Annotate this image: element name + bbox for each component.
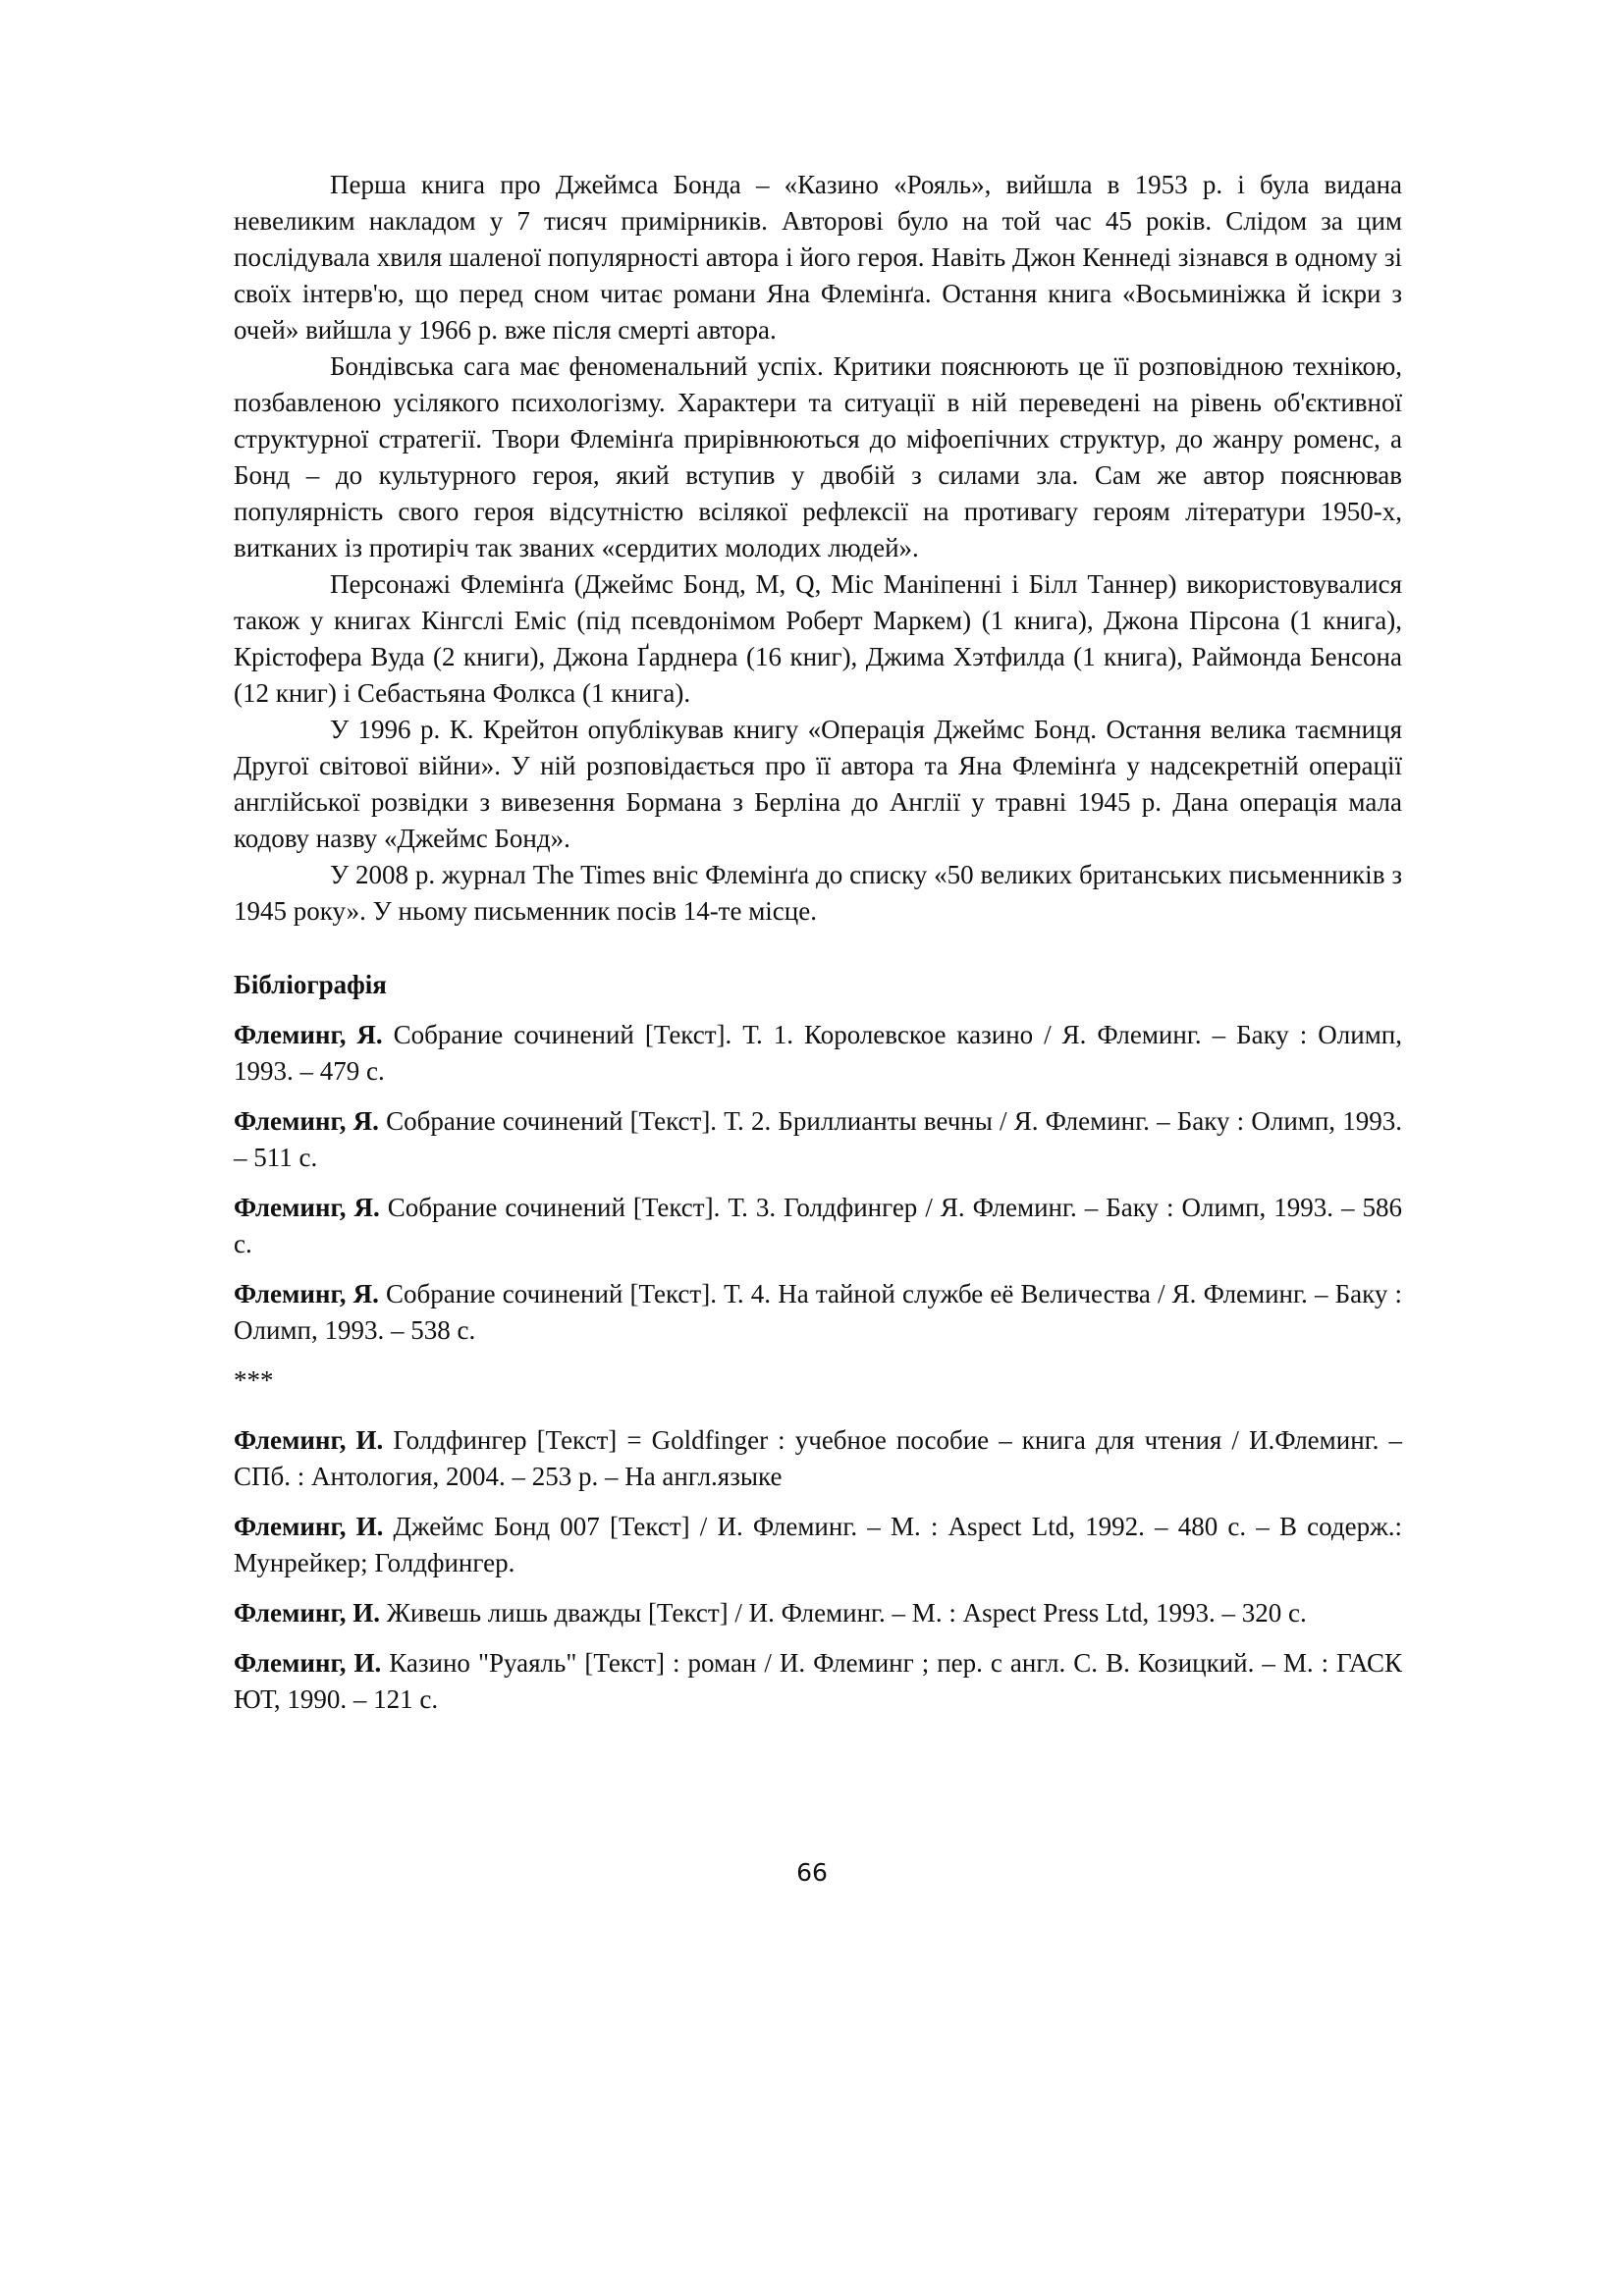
bibliography-entry xyxy=(234,1595,1402,1631)
entry-author: Флеминг, Я. xyxy=(234,1193,380,1222)
paragraph-characters: Персонажі Флемінґа (Джеймс Бонд, M, Q, Міс Маніпенні і Білл Таннер) використовувалися також у книгах Кінгслі Еміс (під псевдонімом Роберт Маркем) (1 книга), Джона Пірсона (1 книга), Крістофера Вуда (2 книги), Джона Ґарднера (16 книг), Джима Хэтфилда (1 книга), Раймонда Бенсона (12 книг) і Себастьяна Фолкса (1 книга). xyxy=(234,569,1402,708)
bibliography-entry xyxy=(234,1422,1402,1495)
paragraph-times-list: У 2008 р. журнал The Times вніс Флемінґа до списку «50 великих британських письменників з 1945 року». У ньому письменник посів 14-те місце. xyxy=(234,860,1402,926)
entry-author: Флеминг, И. xyxy=(234,1648,382,1678)
bibliography-entry xyxy=(234,1276,1402,1349)
bibliography-entry xyxy=(234,1103,1402,1176)
bibliography-entry xyxy=(234,1190,1402,1262)
paragraph-bond-saga: Бондівська сага має феноменальний успіх. Критики пояснюють це її розповідною технікою, позбавленою усілякого психологізму. Характери та ситуації в ній переведені на рівень об'єктивної структурної стратегії. Твори Флемінґа прирівнюються до міфоепічних структур, до жанру роменс, а Бонд – до культурного героя, який вступив у двобій з силами зла. Сам же автор пояснював популярність свого героя відсутністю всілякої рефлексії на противагу героям літератури 1950-х, витканих із протиріч так званих «сердитих молодих людей». xyxy=(234,351,1402,562)
entry-text: Собрание сочинений [Текст]. Т. 1. Королевское казино / Я. Флеминг. – Баку : Олимп, 1993. – 479 с. xyxy=(234,1020,1402,1086)
entry-text: Джеймс Бонд 007 [Текст] / И. Флеминг. – М. : Aspect Ltd, 1992. – 480 с. – В содерж.: Мунрейкер; Голдфингер. xyxy=(234,1512,1402,1577)
entry-text: Голдфингер [Текст] = Goldfinger : учебное пособие – книга для чтения / И.Флеминг. – СПб. : Антология, 2004. – 253 p. – На англ.языке xyxy=(234,1425,1402,1491)
entry-author: Флеминг, Я. xyxy=(234,1106,379,1136)
paragraph-first-book: Перша книга про Джеймса Бонда – «Казино «Рояль», вийшла в 1953 р. і була видана невеликим накладом у 7 тисяч примірників. Авторові було на той час 45 років. Слідом за цим послідувала хвиля шаленої популярності автора і його героя. Навіть Джон Кеннеді зізнався в одному зі своїх інтерв'ю, що перед сном читає романи Яна Флемінґа. Остання книга «Восьминіжка й іскри з очей» вийшла у 1966 р. вже після смерті автора. xyxy=(234,170,1402,345)
entry-author: Флеминг, И. xyxy=(234,1512,384,1541)
entry-text: Собрание сочинений [Текст]. Т. 3. Голдфингер / Я. Флеминг. – Баку : Олимп, 1993. – 586 с. xyxy=(234,1193,1402,1258)
entry-author: Флеминг, Я. xyxy=(234,1279,379,1308)
entry-author: Флеминг, И. xyxy=(234,1598,380,1628)
bibliography-entry xyxy=(234,1509,1402,1581)
entry-text: Собрание сочинений [Текст]. Т. 2. Бриллианты вечны / Я. Флеминг. – Баку : Олимп, 1993. – 511 с. xyxy=(234,1106,1402,1172)
page-number: 66 xyxy=(796,1858,828,1887)
entry-text: Собрание сочинений [Текст]. Т. 4. На тайной службе её Величества / Я. Флеминг. – Баку : Олимп, 1993. – 538 с. xyxy=(234,1279,1402,1345)
bibliography-heading: Бібліографія xyxy=(234,970,387,999)
entry-author: Флеминг, Я. xyxy=(234,1020,383,1049)
bibliography-entry xyxy=(234,1645,1402,1718)
page-body xyxy=(234,167,1402,1732)
entry-text: Живешь лишь дважды [Текст] / И. Флеминг. – М. : Aspect Press Ltd, 1993. – 320 с. xyxy=(379,1598,1307,1628)
entry-author: Флеминг, И. xyxy=(234,1425,384,1455)
section-separator: *** xyxy=(234,1365,274,1395)
entry-text: Казино "Руаяль" [Текст] : роман / И. Флеминг ; пер. с англ. С. В. Козицкий. – М. : ГАСК ЮТ, 1990. – 121 с. xyxy=(234,1648,1402,1714)
bibliography-entry xyxy=(234,1017,1402,1090)
paragraph-operation: У 1996 р. К. Крейтон опублікував книгу «Операція Джеймс Бонд. Остання велика таємниця Другої світової війни». У ній розповідається про її автора та Яна Флемінґа у надсекретній операції англійської розвідки з вивезення Бормана з Берліна до Англії у травні 1945 р. Дана операція мала кодову назву «Джеймс Бонд». xyxy=(234,715,1402,853)
